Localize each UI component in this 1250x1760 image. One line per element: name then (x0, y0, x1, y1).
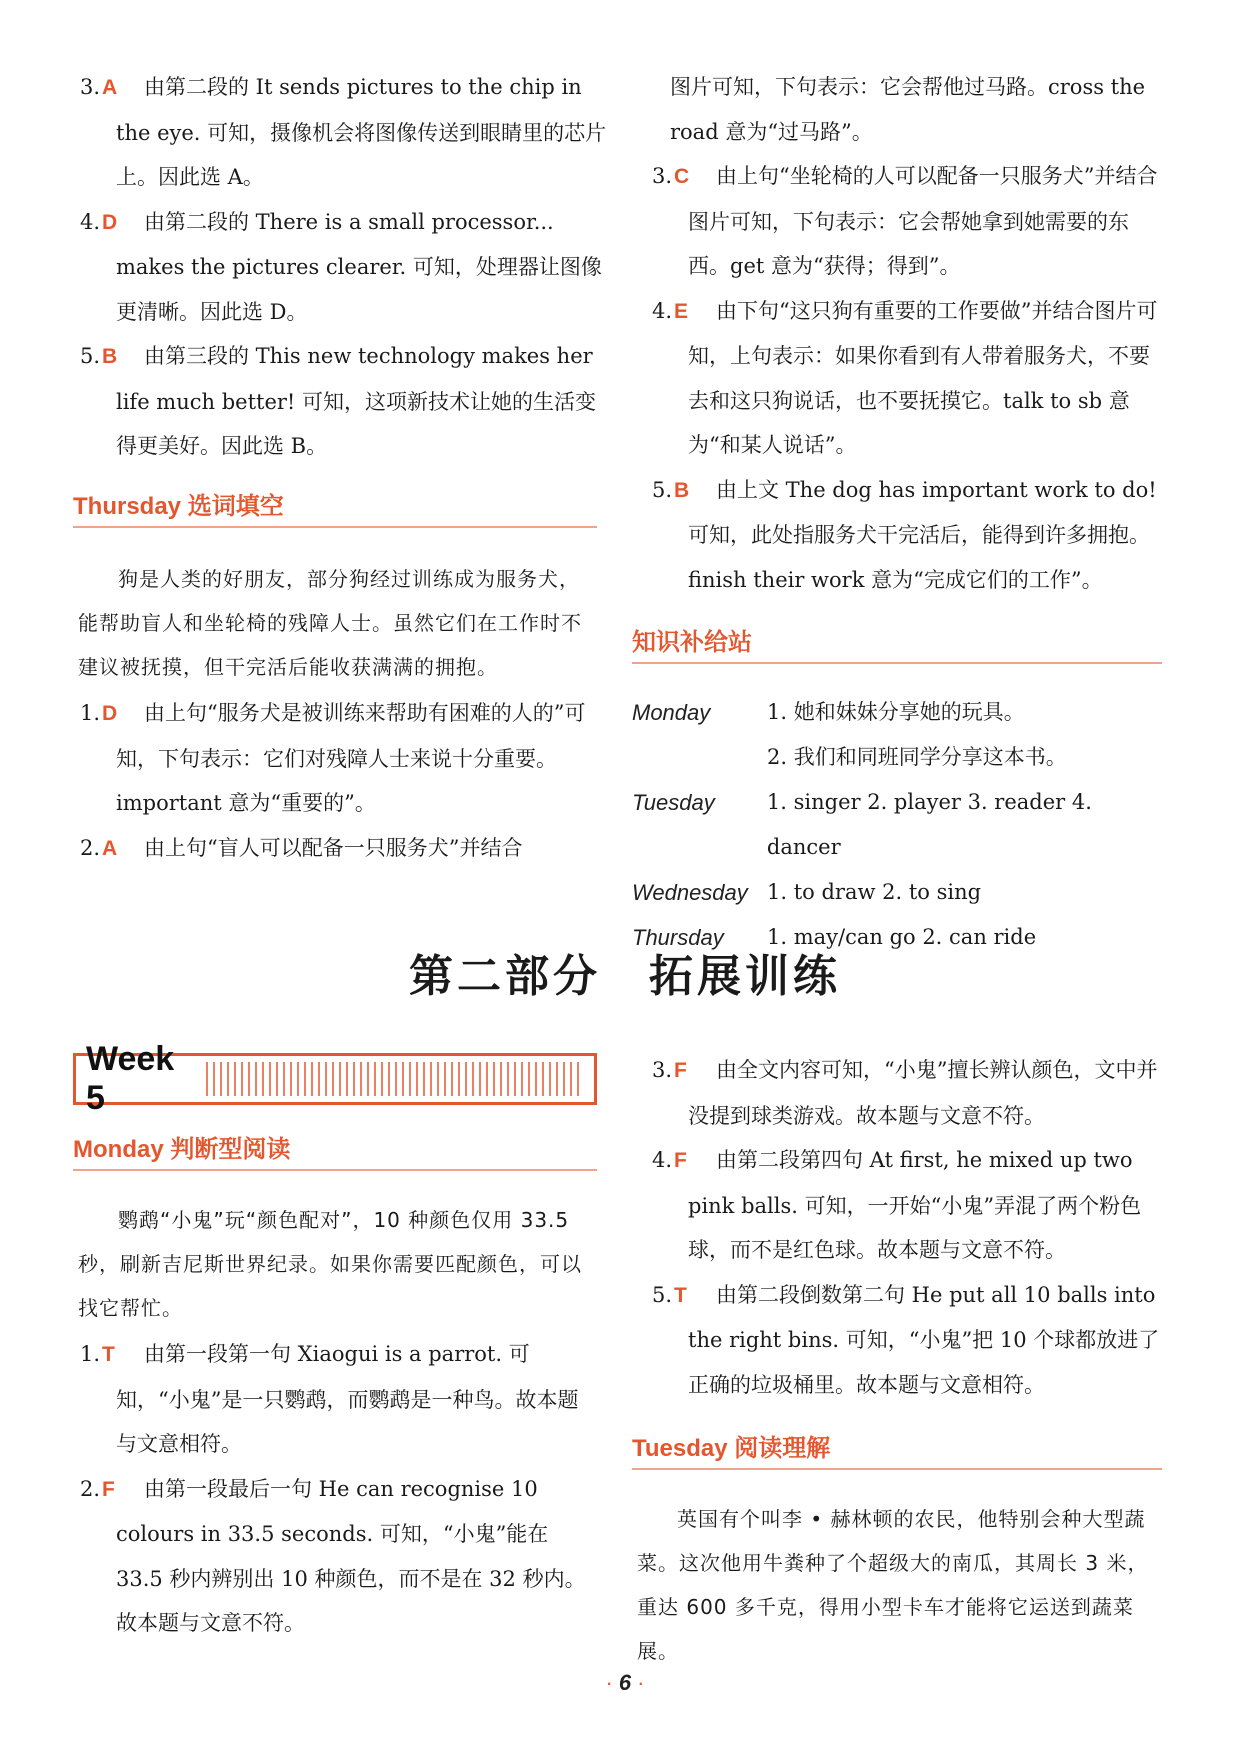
dot-decoration: · (637, 1670, 645, 1695)
knowledge-row: Wednesday 1. to draw 2. to sing (632, 880, 982, 905)
answer-item-5: 5.B 由第三段的 This new technology makes her life much better! 可知，这项新技术让她的生活变得更美好。因此选 B。 (78, 334, 608, 469)
continuation-text: 图片可知，下句表示：它会帮他过马路。cross the road 意为“过马路”。 (670, 75, 1146, 144)
answer-item-4: 4.D 由第二段的 There is a small processor... makes the pictures clearer. 可知，处理器让图像更清晰。因此选 D。 (78, 200, 608, 335)
knowledge-heading: 知识补给站 (632, 626, 1162, 664)
tuesday-intro: 英国有个叫李 • 赫林顿的农民，他特别会种大型蔬菜。这次他用牛粪种了个超级大的南瓜，其周长 3 米，重达 600 多千克，得用小型卡车才能将它运送到蔬菜展。 (637, 1507, 1149, 1663)
thursday-section (78, 557, 598, 871)
week-label: Week 5 (86, 1040, 175, 1117)
answer-item-3: 3.C 由上句“坐轮椅的人可以配备一只服务犬”并结合图片可知，下句表示：它会帮她拿到她需要的东西。get 意为“获得；得到”。 (650, 154, 1165, 289)
answer-item-2: 2.F 由第一段最后一句 He can recognise 10 colours in 33.5 seconds. 可知，“小鬼”能在 33.5 秒内辨别出 10 种颜色，而不是在 32 秒内。故本题与文意不符。 (78, 1467, 598, 1646)
left-top-column (78, 65, 608, 469)
monday-intro: 鹦鹉“小鬼”玩“颜色配对”，10 种颜色仅用 33.5 秒，刷新吉尼斯世界纪录。如果你需要匹配颜色，可以找它帮忙。 (78, 1208, 582, 1320)
knowledge-row: Monday 1. 她和妹妹分享她的玩具。 (632, 700, 1025, 725)
answer-letter: F (674, 1149, 687, 1172)
answer-item-1: 1.D 由上句“服务犬是被训练来帮助有困难的人的”可知，下句表示：它们对残障人士来说十分重要。important 意为“重要的”。 (78, 691, 598, 826)
answer-letter: A (102, 76, 118, 99)
monday-heading: Monday 判断型阅读 (73, 1133, 597, 1171)
answer-letter: D (102, 702, 118, 725)
knowledge-table (632, 690, 1172, 960)
answer-item-3: 3.F 由全文内容可知，“小鬼”擅长辨认颜色，文中并没提到球类游戏。故本题与文意不符。 (650, 1048, 1165, 1138)
answer-letter: D (102, 210, 118, 234)
answer-item-3: 3.A 由第二段的 It sends pictures to the chip in the eye. 可知，摄像机会将图像传送到眼睛里的芯片上。因此选 A。 (78, 65, 608, 200)
answer-letter: A (102, 836, 118, 860)
tuesday-heading: Tuesday 阅读理解 (632, 1432, 1162, 1470)
answer-item-2: 2.A 由上句“盲人可以配备一只服务犬”并结合 (78, 826, 598, 872)
knowledge-row: Thursday 1. may/can go 2. can ride (632, 925, 1037, 950)
knowledge-row: 2. 我们和同班同学分享这本书。 (767, 745, 1067, 769)
week-banner (73, 1040, 597, 1117)
part-title: 第二部分 拓展训练 (409, 951, 841, 1002)
thursday-intro: 狗是人类的好朋友，部分狗经过训练成为服务犬，能帮助盲人和坐轮椅的残障人士。虽然它们在工作时不建议被抚摸，但干完活后能收获满满的拥抱。 (78, 567, 582, 679)
knowledge-row: Tuesday 1. singer 2. player 3. reader 4. dancer (632, 790, 1092, 859)
answer-letter: E (674, 299, 689, 323)
answer-item-4: 4.F 由第二段第四句 At first, he mixed up two pink balls. 可知，一开始“小鬼”弄混了两个粉色球，而不是红色球。故本题与文意不符。 (650, 1138, 1165, 1273)
answer-letter: B (102, 345, 118, 368)
answer-item-5: 5.T 由第二段倒数第二句 He put all 10 balls into the right bins. 可知，“小鬼”把 10 个球都放进了正确的垃圾桶里。故本题与文意相符。 (650, 1273, 1165, 1408)
thursday-heading: Thursday 选词填空 (73, 490, 597, 528)
right-top-column (650, 65, 1165, 602)
left-bottom-column (78, 1198, 598, 1646)
answer-letter: F (674, 1059, 687, 1082)
answer-letter: C (674, 165, 690, 188)
tuesday-section (637, 1497, 1162, 1673)
answer-letter: T (102, 1343, 115, 1366)
answer-item-5: 5.B 由上文 The dog has important work to do! 可知，此处指服务犬干完活后，能得到许多拥抱。finish their work 意为“完成它们的工作”。 (650, 468, 1165, 603)
stripe-decoration (206, 1062, 584, 1096)
dot-decoration: · (605, 1670, 613, 1695)
answer-letter: F (102, 1477, 115, 1501)
page-number: · 6 · (0, 1670, 1250, 1696)
answer-letter: T (674, 1283, 687, 1307)
answer-letter: B (674, 478, 690, 502)
right-bottom-column (650, 1048, 1165, 1407)
answer-item-1: 1.T 由第一段第一句 Xiaogui is a parrot. 可知，“小鬼”是一只鹦鹉，而鹦鹉是一种鸟。故本题与文意相符。 (78, 1332, 598, 1467)
answer-item-4: 4.E 由下句“这只狗有重要的工作要做”并结合图片可知，上句表示：如果你看到有人带着服务犬，不要去和这只狗说话，也不要抚摸它。talk to sb 意为“和某人说话”。 (650, 289, 1165, 468)
